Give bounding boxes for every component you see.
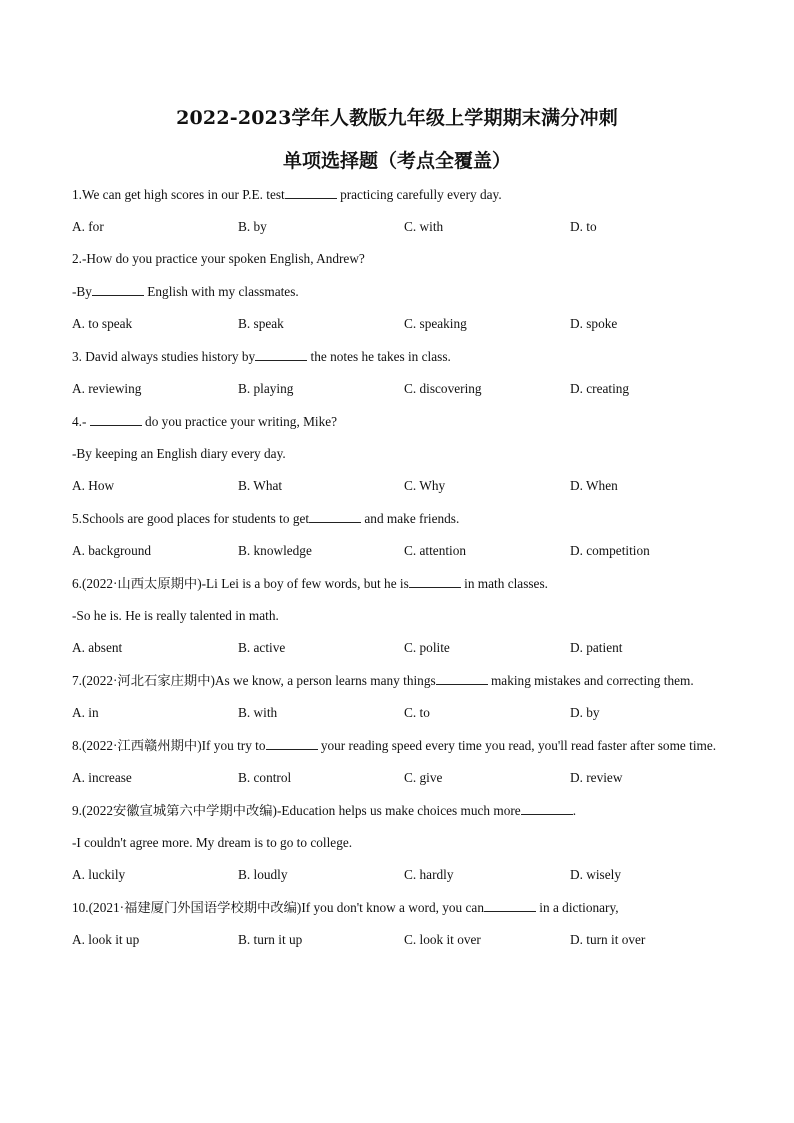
question-7-options	[72, 703, 724, 723]
question-2-line-1	[72, 249, 724, 269]
option-c: C. hardly	[404, 867, 454, 882]
question-4-line-2	[72, 444, 724, 464]
option-d: D. wisely	[570, 867, 621, 882]
answer-blank	[309, 508, 361, 523]
question-text: 6.(2022·山西太原期中)-Li Lei is a boy of few words, but he is	[72, 576, 409, 591]
question-text: -By keeping an English diary every day.	[72, 446, 286, 461]
question-10-options	[72, 930, 724, 950]
option-d: D. creating	[570, 381, 630, 396]
option-c: C. Why	[404, 478, 446, 493]
question-1-line-1	[72, 184, 724, 205]
question-5-options	[72, 541, 724, 561]
question-1-options	[72, 217, 724, 237]
answer-blank	[436, 670, 488, 685]
option-a: A. to speak	[72, 316, 133, 331]
option-c: C. polite	[404, 640, 450, 655]
question-list	[72, 184, 724, 962]
answer-blank	[285, 184, 337, 199]
question-5-line-1	[72, 508, 724, 529]
question-text-tail: the notes he takes in class.	[307, 349, 451, 364]
question-text: 1.We can get high scores in our P.E. test	[72, 187, 285, 202]
question-8-options	[72, 768, 724, 788]
option-c: C. give	[404, 770, 443, 785]
answer-blank	[92, 281, 144, 296]
question-text-tail: making mistakes and correcting them.	[487, 673, 694, 688]
question-text-tail: in math classes.	[460, 576, 548, 591]
answer-blank	[409, 573, 461, 588]
answer-blank	[266, 735, 318, 750]
option-a: A. absent	[72, 640, 123, 655]
question-text: -By	[72, 284, 92, 299]
answer-blank	[484, 897, 536, 912]
option-b: B. What	[238, 478, 283, 493]
option-a: A. How	[72, 478, 115, 493]
option-d: D. review	[570, 770, 623, 785]
option-b: B. with	[238, 705, 278, 720]
option-b: B. turn it up	[238, 932, 303, 947]
question-4-line-1	[72, 411, 724, 432]
option-a: A. for	[72, 219, 104, 234]
question-text: 9.(2022安徽宣城第六中学期中改编)-Education helps us make choices much more	[72, 803, 521, 818]
option-b: B. playing	[238, 381, 294, 396]
option-c: C. discovering	[404, 381, 482, 396]
question-text-tail: your reading speed every time you read, you'll read faster after some time.	[317, 738, 717, 753]
question-text: 3. David always studies history by	[72, 349, 256, 364]
question-text-tail: in a dictionary,	[535, 900, 619, 915]
question-3-line-1	[72, 346, 724, 367]
question-6-line-2	[72, 606, 724, 626]
answer-blank	[521, 800, 573, 815]
question-6-line-1	[72, 573, 724, 594]
question-text: 8.(2022·江西赣州期中)If you try to	[72, 738, 266, 753]
question-2-options	[72, 314, 724, 334]
option-a: A. look it up	[72, 932, 140, 947]
option-b: B. by	[238, 219, 267, 234]
document-subtitle: 单项选择题（考点全覆盖）	[282, 150, 511, 172]
answer-blank	[90, 411, 142, 426]
option-d: D. by	[570, 705, 600, 720]
question-text: -I couldn't agree more. My dream is to go to college.	[72, 835, 353, 850]
option-c: C. with	[404, 219, 444, 234]
question-text: 5.Schools are good places for students to get	[72, 511, 310, 526]
option-a: A. increase	[72, 770, 132, 785]
option-b: B. knowledge	[238, 543, 312, 558]
question-text: 10.(2021·福建厦门外国语学校期中改编)If you don't know a word, you can	[72, 900, 484, 915]
question-text: -So he is. He is really talented in math.	[72, 608, 279, 623]
question-text-tail: English with my classmates.	[143, 284, 299, 299]
question-9-line-2	[72, 833, 724, 853]
option-d: D. turn it over	[570, 932, 646, 947]
option-d: D. When	[570, 478, 618, 493]
question-6-options	[72, 638, 724, 658]
question-7-line-1	[72, 670, 724, 691]
option-b: B. active	[238, 640, 286, 655]
question-3-options	[72, 379, 724, 399]
option-b: B. speak	[238, 316, 284, 331]
document-title: 2022-2023学年人教版九年级上学期期末满分冲刺	[176, 107, 618, 129]
option-c: C. attention	[404, 543, 467, 558]
question-4-options	[72, 476, 724, 496]
question-text-tail: practicing carefully every day.	[336, 187, 502, 202]
option-c: C. to	[404, 705, 430, 720]
question-8-line-1	[72, 735, 724, 756]
question-text-tail: .	[572, 803, 577, 818]
option-a: A. background	[72, 543, 152, 558]
option-c: C. speaking	[404, 316, 467, 331]
question-2-line-2	[72, 281, 724, 302]
question-9-options	[72, 865, 724, 885]
option-a: A. luckily	[72, 867, 126, 882]
option-d: D. competition	[570, 543, 650, 558]
option-d: D. patient	[570, 640, 623, 655]
option-b: B. control	[238, 770, 292, 785]
question-text: 7.(2022·河北石家庄期中)As we know, a person learns many things	[72, 673, 436, 688]
option-a: A. reviewing	[72, 381, 142, 396]
question-9-line-1	[72, 800, 724, 821]
option-c: C. look it over	[404, 932, 481, 947]
question-10-line-1	[72, 897, 724, 918]
question-text-tail: do you practice your writing, Mike?	[141, 414, 338, 429]
option-b: B. loudly	[238, 867, 288, 882]
question-text-tail: and make friends.	[361, 511, 460, 526]
answer-blank	[255, 346, 307, 361]
option-d: D. to	[570, 219, 597, 234]
option-a: A. in	[72, 705, 99, 720]
option-d: D. spoke	[570, 316, 618, 331]
question-text: 2.-How do you practice your spoken English, Andrew?	[72, 251, 365, 266]
question-text: 4.-	[72, 414, 90, 429]
